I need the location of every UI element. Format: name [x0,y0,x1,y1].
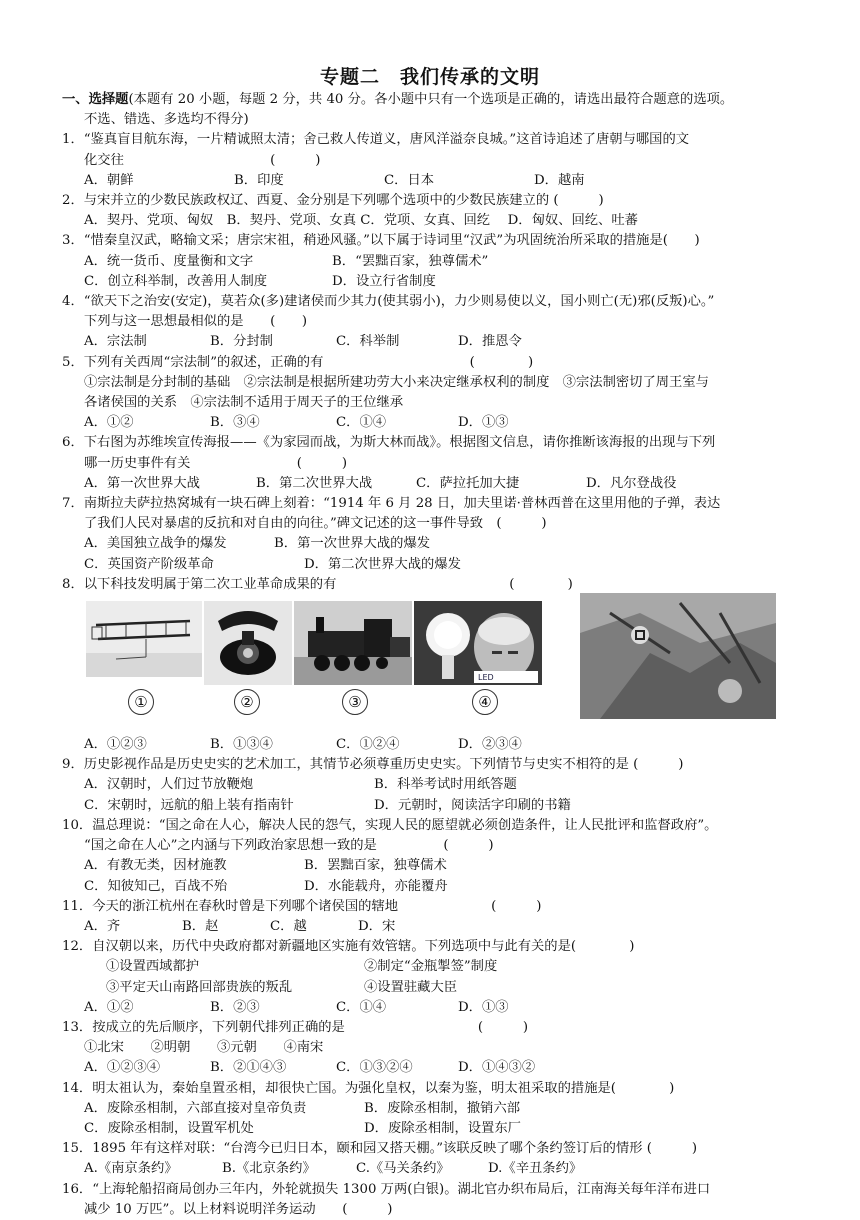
q15-option-a: A.《南京条约》 [84,1161,178,1177]
q7-option-c: C．英国资产阶级革命 [84,556,214,572]
q1-option-c: C．日本 [384,172,435,188]
q10-stem-cont: “国之命在人心”之内涵与下列政治家思想一致的是 ( ) [84,838,494,854]
q9-option-a: A．汉朝时，人们过节放鞭炮 [84,777,254,793]
q8-image-row [62,601,804,729]
q1-option-b: B．印度 [234,172,284,188]
q14-option-d: D．废除丞相制，设置东厂 [364,1120,521,1136]
q3-option-b: B．“罢黜百家，独尊儒术” [332,253,489,269]
q11-options [62,917,804,937]
q6-option-c: C．萨拉托加大捷 [416,475,520,491]
q7-option-b: B．第一次世界大战的爆发 [274,536,431,552]
q14-option-b: B．废除丞相制，撤销六部 [364,1100,521,1116]
q16-stem: 16．“上海轮船招商局创办三年内，外轮就损失 1300 万两(白银)。湖北官办织布局后，江南海关每年洋布进口 [62,1181,711,1197]
q5-option-c: C．①④ [336,415,387,431]
q12-options [62,998,804,1018]
q3-option-c: C．创立科举制，改善用人制度 [84,273,268,289]
q1-option-a: A．朝鲜 [84,172,134,188]
q8-stem: 8．以下科技发明属于第二次工业革命成果的有 ( ) [62,576,573,592]
q10-option-a: A．有教无类，因材施教 [84,858,227,874]
q14-option-a: A．废除丞相制，六部直接对皇帝负责 [84,1100,307,1116]
q12-stem: 12．自汉朝以来，历代中央政府都对新疆地区实施有效管辖。下列选项中与此有关的是( ) [62,939,635,955]
q5-stem: 5．下列有关西周“宗法制”的叙述，正确的有 ( ) [62,354,534,370]
q3-options-row1 [62,252,804,272]
image-label-1: ① [128,689,154,715]
q7-options-row2 [62,555,804,575]
q13-option-c: C．①③②④ [336,1060,413,1076]
q11-stem: 11．今天的浙江杭州在春秋时曾是下列哪个诸侯国的辖地 ( ) [62,898,542,914]
q16-stem-cont: 减少 10 万匹”。以上材料说明洋务运动 ( ) [84,1201,393,1217]
telephone-photo [204,601,292,685]
q11-option-b: B．赵 [182,918,219,934]
q7-stem-cont: 了我们人民对暴虐的反抗和对自由的向往。”碑文记述的这一事件导致 ( ) [84,516,547,532]
q13-option-a: A．①②③④ [84,1060,161,1076]
q13-stem: 13．按成立的先后顺序，下列朝代排列正确的是 ( ) [62,1019,529,1035]
q9-options-row1 [62,775,804,795]
question-list [62,90,804,1220]
q13-options [62,1058,804,1078]
locomotive-photo [294,601,412,685]
q12-items-row1 [62,957,804,977]
section-heading: 一、选择题 [62,92,129,107]
lightbulb-edison-photo [414,601,542,685]
q5-stem-cont2: 各诸侯国的关系 ④宗法制不适用于周天子的王位继承 [84,395,404,411]
page-title: 专题二 我们传承的文明 [319,66,540,88]
q1-stem-cont: 化交往 ( ) [84,152,321,168]
watermark-text: LED [478,673,494,683]
q6-option-b: B．第二次世界大战 [256,475,373,491]
q1-stem: 1．“鉴真盲目航东海，一片精诚照太清；舍己救人传道义，唐风洋溢奈良城。”这首诗追述了唐朝与哪国的文 [62,132,690,148]
q6-options [62,474,804,494]
q14-options-row1 [62,1099,804,1119]
q12-items-row2 [62,978,804,998]
q10-stem: 10．温总理说：“国之命在人心，解决人民的怨气，实现人民的愿望就必须创造条件，让人民批评和监督政府”。 [62,817,718,833]
q10-option-c: C．知彼知己，百战不殆 [84,878,228,894]
q5-option-b: B．③④ [210,415,260,431]
soviet-poster-image [580,593,776,719]
q15-option-b: B.《北京条约》 [222,1161,316,1177]
q3-stem: 3．“惜秦皇汉武，略输文采；唐宗宋祖，稍逊风骚。”以下属于诗词里“汉武”为巩固统治所采取的措施是( ) [62,233,700,249]
q11-option-c: C．越 [270,918,307,934]
q6-option-d: D．凡尔登战役 [586,475,677,491]
q14-options-row2 [62,1119,804,1139]
q9-options-row2 [62,796,804,816]
q1-options [62,171,804,191]
q4-option-a: A．宗法制 [84,334,147,350]
q6-option-a: A．第一次世界大战 [84,475,200,491]
q6-stem-cont: 哪一历史事件有关 ( ) [84,455,348,471]
q7-stem: 7．南斯拉夫萨拉热窝城有一块石碑上刻着：“1914 年 6 月 28 日，加夫里诺·普林西普在这里用他的子弹，表达 [62,496,721,512]
q10-options-row2 [62,877,804,897]
q7-options-row1 [62,534,804,554]
section-instructions: (本题有 20 小题，每题 2 分，共 40 分。各小题中只有一个选项是正确的，请选出最符合题意的选项。 [128,92,734,107]
q12-option-b: B．②③ [210,999,260,1015]
q6-stem: 6．下右图为苏维埃宣传海报——《为家园而战，为斯大林而战》。根据图文信息，请你推断该海报的出现与下列 [62,435,716,451]
q10-option-d: D．水能载舟，亦能覆舟 [304,878,448,894]
q7-option-d: D．第二次世界大战的爆发 [304,556,461,572]
q3-option-a: A．统一货币、度量衡和文字 [84,253,254,269]
q10-options-row1 [62,856,804,876]
q2-options: A．契丹、党项、匈奴 B．契丹、党项、女真 C．党项、女真、回纥 D．匈奴、回纥、吐蕃 [84,213,638,229]
q3-option-d: D．设立行省制度 [332,273,436,289]
q12-option-c: C．①④ [336,999,387,1015]
q12-item-3: ③平定天山南路回部贵族的叛乱 [106,979,293,995]
q8-options [62,735,804,755]
q5-stem-cont: ①宗法制是分封制的基础 ②宗法制是根据所建功劳大小来决定继承权利的制度 ③宗法制密切了周王室与 [84,374,709,390]
q9-option-b: B．科举考试时用纸答题 [374,777,517,793]
q4-option-c: C．科举制 [336,334,400,350]
q15-option-c: C.《马关条约》 [356,1161,450,1177]
q5-options [62,413,804,433]
q2-stem: 2．与宋并立的少数民族政权辽、西夏、金分别是下列哪个选项中的少数民族建立的 ( ) [62,193,604,209]
q12-option-d: D．①③ [458,999,509,1015]
q15-option-d: D.《辛丑条约》 [488,1161,583,1177]
q15-options [62,1159,804,1179]
image-label-2: ② [234,689,260,715]
q8-option-d: D．②③④ [458,737,522,753]
q13-option-b: B．②①④③ [210,1060,287,1076]
q12-item-4: ④设置驻藏大臣 [364,979,458,995]
image-label-3: ③ [342,689,368,715]
q4-options [62,332,804,352]
q3-options-row2 [62,272,804,292]
q14-option-c: C．废除丞相制，设置军机处 [84,1120,254,1136]
q9-stem: 9．历史影视作品是历史史实的艺术加工，其情节必须尊重历史史实。下列情节与史实不相符的是 ( ) [62,757,684,773]
q4-option-d: D．推恩令 [458,334,522,350]
q4-stem-cont: 下列与这一思想最相似的是 ( ) [84,314,308,330]
q10-option-b: B．罢黜百家，独尊儒术 [304,858,447,874]
q7-option-a: A．美国独立战争的爆发 [84,536,227,552]
q9-option-c: C．宋朝时，远航的船上装有指南针 [84,797,294,813]
q5-option-a: A．①② [84,415,134,431]
image-label-4: ④ [472,689,498,715]
q12-item-1: ①设置西域都护 [106,959,200,975]
q8-option-c: C．①②④ [336,737,400,753]
section-instructions-cont: 不选、错选、多选均不得分) [84,112,249,128]
q13-option-d: D．①④③② [458,1060,536,1076]
q8-option-b: B．①③④ [210,737,273,753]
q11-option-a: A．齐 [84,918,121,934]
q8-option-a: A．①②③ [84,737,147,753]
q14-stem: 14．明太祖认为，秦始皇置丞相，却很快亡国。为强化皇权，以秦为鉴，明太祖采取的措施是( ) [62,1080,675,1096]
q4-stem: 4．“欲天下之治安(安定)，莫若众(多)建诸侯而少其力(使其弱小)，力少则易使以义，国小则亡(无)邪(反叛)心。” [62,294,715,310]
q12-item-2: ②制定“金瓶掣签”制度 [364,959,498,975]
q15-stem: 15．1895 年有这样对联：“台湾今已归日本，颐和园又搭天棚。”该联反映了哪个条约签订后的情形 ( ) [62,1141,698,1157]
q4-option-b: B．分封制 [210,334,273,350]
q13-items: ①北宋 ②明朝 ③元朝 ④南宋 [84,1040,324,1056]
q11-option-d: D．宋 [358,918,396,934]
q5-option-d: D．①③ [458,415,509,431]
q12-option-a: A．①② [84,999,134,1015]
airplane-photo [86,601,202,677]
q9-option-d: D．元朝时，阅读活字印刷的书籍 [374,797,571,813]
q1-option-d: D．越南 [534,172,585,188]
